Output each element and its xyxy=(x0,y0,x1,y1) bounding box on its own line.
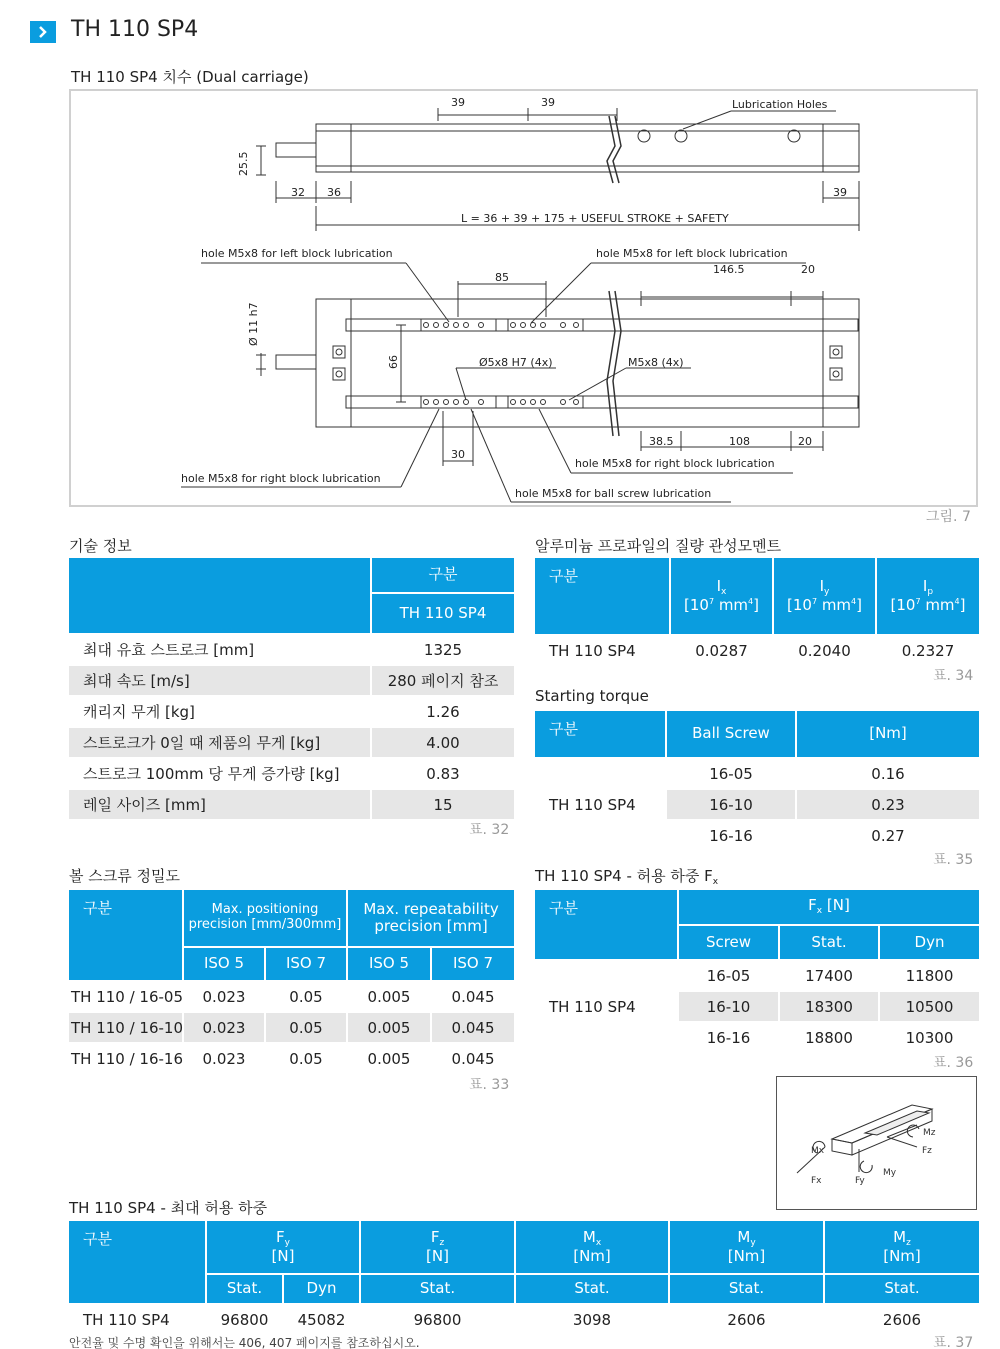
tech-title: 기술 정보 xyxy=(69,537,132,555)
technical-drawing xyxy=(69,89,978,507)
axis-fy: Fy xyxy=(855,1176,865,1186)
table-row: TH 110 SP4 16-05 0.16 xyxy=(534,758,980,789)
loads-sub-stat: Stat. xyxy=(515,1274,669,1304)
table-row: TH 110 SP4 16-05 17400 11800 xyxy=(534,960,980,991)
fx-sub-dyn: Dyn xyxy=(879,925,980,960)
loads-header-mx: $M_x$ [Nm] xyxy=(515,1220,669,1274)
inertia-header-category: 구분 xyxy=(534,557,670,635)
precision-sub-iso7-b: ISO 7 xyxy=(431,947,515,981)
axis-fz: Fz xyxy=(922,1146,932,1156)
drawing-caption: 그림. 7 xyxy=(926,509,971,525)
m5-thread-label: M5x8 (4x) xyxy=(628,356,684,369)
inertia-table xyxy=(533,556,981,668)
dim-39-a: 39 xyxy=(451,96,465,109)
dim-39-b: 39 xyxy=(541,96,555,109)
axis-mz: Mz xyxy=(923,1128,936,1138)
torque-header-nm: [Nm] xyxy=(796,710,980,758)
precision-title: 볼 스크류 정밀도 xyxy=(69,867,180,885)
table-row: 스트로크 100mm 당 무게 증가량 [kg] 0.83 xyxy=(68,758,515,789)
fx-sub-screw: Screw xyxy=(678,925,779,960)
dim-38-5: 38.5 xyxy=(649,435,674,448)
table-row: TH 110 / 16-05 0.023 0.05 0.005 0.045 xyxy=(68,981,515,1012)
lubrication-holes-label: Lubrication Holes xyxy=(732,98,828,111)
loads-header-mz: $M_z$ [Nm] xyxy=(824,1220,980,1274)
torque-title: Starting torque xyxy=(535,687,649,705)
table-row: 최대 유효 스트로크 [mm] 1325 xyxy=(68,634,515,665)
precision-sub-iso5-a: ISO 5 xyxy=(183,947,265,981)
fx-title: TH 110 SP4 - 허용 하중 $F_x$ xyxy=(535,867,719,887)
fx-table xyxy=(533,888,981,1054)
length-formula: L = 36 + 39 + 175 + USEFUL STROKE + SAFETY xyxy=(461,212,729,225)
loads-sub-stat: Stat. xyxy=(206,1274,283,1304)
inertia-header-ip: $I_p$ [$10^7$ $mm^4$] xyxy=(876,557,980,635)
axis-my: My xyxy=(883,1168,897,1178)
right-lub-label-a: hole M5x8 for right block lubrication xyxy=(575,457,775,470)
header-chevron-icon xyxy=(30,21,56,43)
dim-39-c: 39 xyxy=(833,186,847,199)
precision-header-repeatability: Max. repeatability precision [mm] xyxy=(347,889,515,947)
fx-note: 표. 36 xyxy=(933,1055,974,1071)
fx-sub-stat: Stat. xyxy=(779,925,879,960)
tech-header-model: TH 110 SP4 xyxy=(371,593,515,634)
loads-sub-stat: Stat. xyxy=(669,1274,824,1304)
precision-header-positioning: Max. positioning precision [mm/300mm] xyxy=(183,889,347,947)
precision-table xyxy=(67,888,516,1075)
drawing-title: TH 110 SP4 치수 (Dual carriage) xyxy=(71,68,309,86)
fx-header-fx: $F_x$ [N] xyxy=(678,889,980,925)
inertia-note: 표. 34 xyxy=(933,668,974,684)
loads-sub-stat: Stat. xyxy=(360,1274,515,1304)
footnote: 안전율 및 수명 확인을 위해서는 406, 407 페이지를 참조하십시오. xyxy=(69,1336,420,1349)
inertia-title: 알루미늄 프로파일의 질량 관성모멘트 xyxy=(535,537,782,555)
precision-note: 표. 33 xyxy=(469,1077,510,1093)
right-lub-label-b: hole M5x8 for right block lubrication xyxy=(181,472,381,485)
table-row: TH 110 SP4 96800 45082 96800 3098 2606 2606 xyxy=(68,1304,980,1336)
tech-header-category: 구분 xyxy=(371,557,515,593)
table-row: 최대 속도 [m/s] 280 페이지 참조 xyxy=(68,665,515,696)
dim-20-a: 20 xyxy=(801,263,815,276)
dim-66: 66 xyxy=(387,355,400,369)
inertia-header-ix: $I_x$ [$10^7$ $mm^4$] xyxy=(670,557,773,635)
left-lub-label-a: hole M5x8 for left block lubrication xyxy=(201,247,393,260)
loads-note: 표. 37 xyxy=(933,1335,974,1349)
pin-hole-label: Ø5x8 H7 (4x) xyxy=(479,356,553,369)
dim-shaft-diameter: Ø 11 h7 xyxy=(247,302,260,346)
dim-146-5: 146.5 xyxy=(713,263,745,276)
ball-screw-lub-label: hole M5x8 for ball screw lubrication xyxy=(515,487,712,500)
dim-36: 36 xyxy=(327,186,341,199)
tech-table xyxy=(67,556,516,821)
dim-25-5: 25.5 xyxy=(237,151,250,176)
axis-fx: Fx xyxy=(811,1176,822,1186)
table-row: 16-10 0.23 xyxy=(534,789,980,820)
table-row: 16-16 0.27 xyxy=(534,820,980,851)
torque-table xyxy=(533,709,981,852)
precision-sub-iso5-b: ISO 5 xyxy=(347,947,431,981)
table-row: 캐리지 무게 [kg] 1.26 xyxy=(68,696,515,727)
loads-header-fz: $F_z$ [N] xyxy=(360,1220,515,1274)
left-lub-label-b: hole M5x8 for left block lubrication xyxy=(596,247,788,260)
dim-85: 85 xyxy=(495,271,509,284)
page-title: TH 110 SP4 xyxy=(71,17,199,42)
torque-header-ball-screw: Ball Screw xyxy=(666,710,796,758)
table-row: 16-10 18300 10500 xyxy=(534,991,980,1022)
table-row: TH 110 SP4 0.0287 0.2040 0.2327 xyxy=(534,635,980,667)
precision-sub-iso7-a: ISO 7 xyxy=(265,947,347,981)
torque-header-category: 구분 xyxy=(534,710,666,758)
dim-30: 30 xyxy=(451,448,465,461)
loads-header-my: $M_y$ [Nm] xyxy=(669,1220,824,1274)
table-row: 스트로크가 0일 때 제품의 무게 [kg] 4.00 xyxy=(68,727,515,758)
table-row: TH 110 / 16-10 0.023 0.05 0.005 0.045 xyxy=(68,1012,515,1043)
loads-title: TH 110 SP4 - 최대 허용 하중 xyxy=(69,1199,268,1217)
loads-sub-stat: Stat. xyxy=(824,1274,980,1304)
dim-108: 108 xyxy=(729,435,750,448)
table-row: 레일 사이즈 [mm] 15 xyxy=(68,789,515,820)
table-row: 16-16 18800 10300 xyxy=(534,1022,980,1053)
loads-header-fy: $F_y$ [N] xyxy=(206,1220,360,1274)
loads-sub-dyn: Dyn xyxy=(283,1274,360,1304)
loads-header-category: 구분 xyxy=(68,1220,206,1304)
precision-header-category: 구분 xyxy=(68,889,183,981)
load-axes-diagram xyxy=(776,1076,977,1210)
dim-32: 32 xyxy=(291,186,305,199)
table-row: TH 110 / 16-16 0.023 0.05 0.005 0.045 xyxy=(68,1043,515,1074)
inertia-header-iy: $I_y$ [$10^7$ $mm^4$] xyxy=(773,557,876,635)
torque-note: 표. 35 xyxy=(933,852,974,868)
tech-note: 표. 32 xyxy=(469,822,510,838)
loads-table xyxy=(67,1219,981,1337)
axis-mx: Mx xyxy=(811,1146,825,1156)
dim-20-b: 20 xyxy=(798,435,812,448)
fx-header-category: 구분 xyxy=(534,889,678,960)
